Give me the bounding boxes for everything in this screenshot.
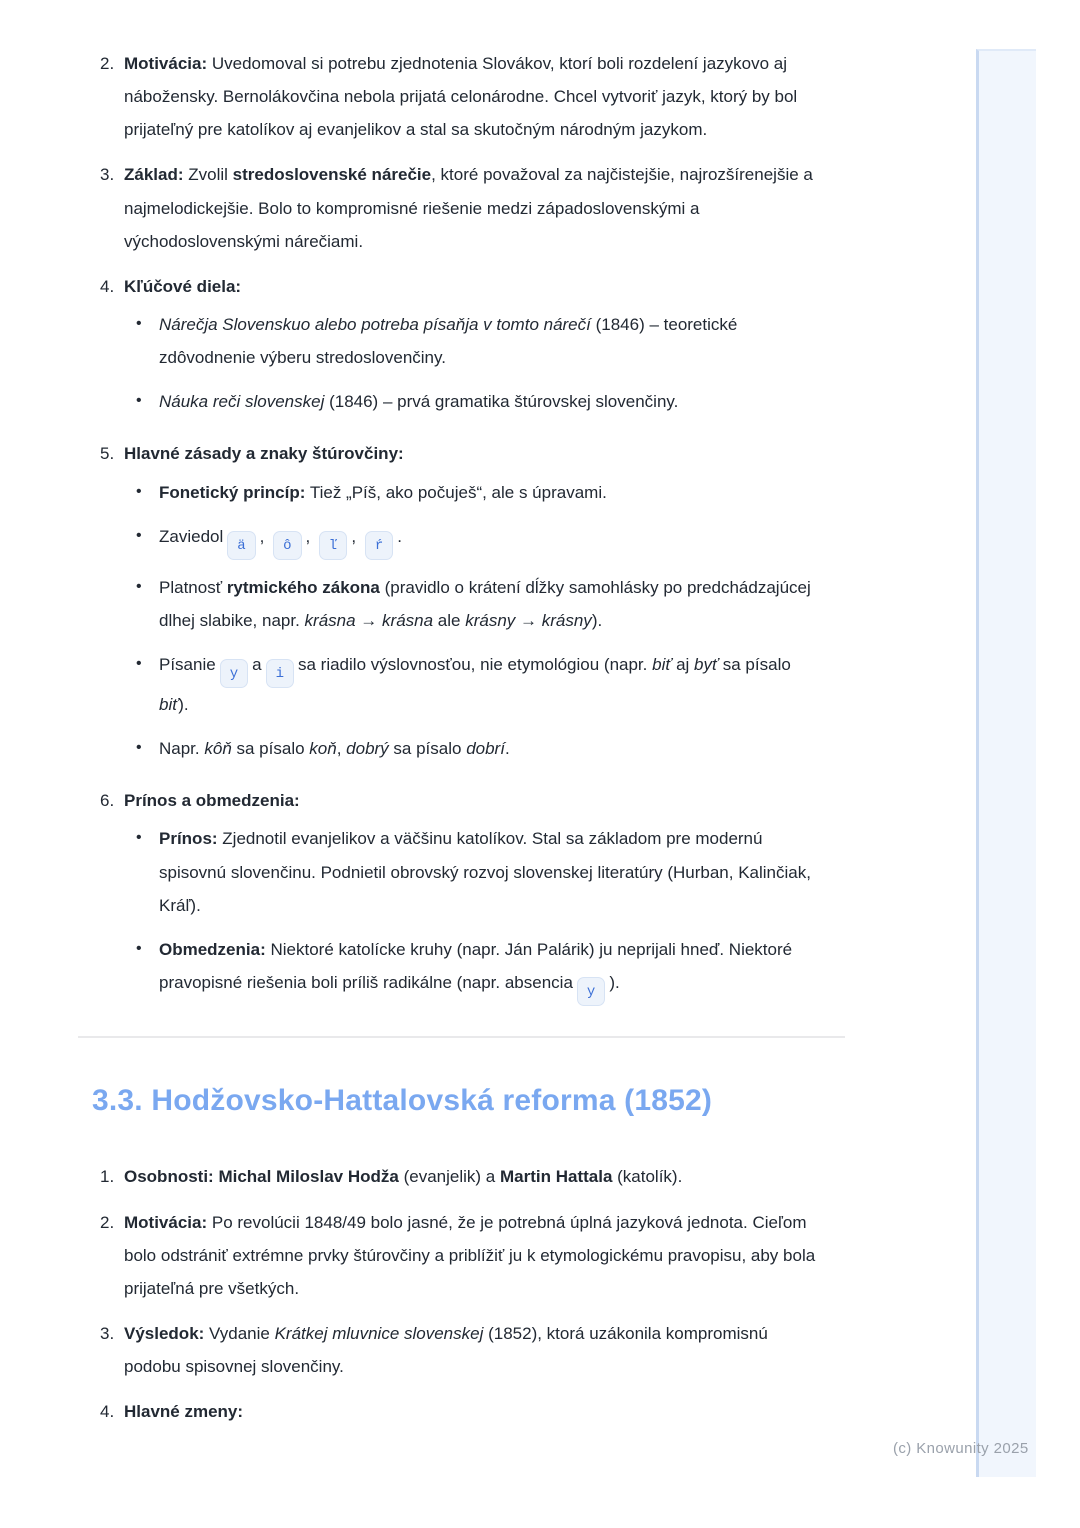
text-segment: (pravidlo o krátení dĺžky samohlásky po predchádzajúcej dlhej slabike, napr. bbox=[159, 577, 811, 630]
list-item-number: 5. bbox=[100, 444, 115, 464]
list-item-text bbox=[124, 784, 816, 817]
list-item-body bbox=[124, 437, 816, 765]
list-item bbox=[100, 1395, 816, 1428]
inline-code-badge: ô bbox=[273, 531, 301, 560]
bullet-list bbox=[124, 822, 816, 1006]
text-segment: stredoslovenské nárečie bbox=[232, 165, 432, 185]
list-item bbox=[100, 158, 816, 257]
bullet-text bbox=[159, 520, 816, 560]
list-item bbox=[100, 784, 816, 1006]
text-segment: ). bbox=[178, 694, 189, 714]
bullet-item bbox=[124, 648, 816, 721]
text-segment: koň bbox=[309, 739, 337, 759]
bullet-text bbox=[159, 732, 816, 765]
text-segment: Krátkej mluvnice slovenskej bbox=[274, 1324, 484, 1344]
text-segment: Prínos: bbox=[159, 829, 218, 849]
text-segment: krásny bbox=[465, 610, 516, 630]
bullet-list bbox=[124, 476, 816, 766]
text-segment: , bbox=[351, 526, 361, 546]
bullet-item bbox=[124, 933, 816, 1006]
text-segment: krásna bbox=[304, 610, 356, 630]
bullet-item bbox=[124, 520, 816, 560]
text-segment: Zaviedol bbox=[159, 526, 224, 546]
list-item-number: 6. bbox=[100, 791, 115, 811]
list-item-text bbox=[124, 1160, 816, 1193]
text-segment: Hlavné zmeny: bbox=[124, 1402, 244, 1422]
text-segment: ale bbox=[433, 610, 466, 630]
watermark: (c) Knowunity 2025 bbox=[893, 1440, 1029, 1457]
text-segment: rytmického zákona bbox=[226, 577, 380, 597]
list-item-number: 2. bbox=[100, 1212, 115, 1232]
text-segment: a bbox=[252, 654, 262, 674]
list-item-text bbox=[124, 1206, 816, 1305]
list-item-number: 4. bbox=[100, 276, 115, 296]
text-segment: Prínos a obmedzenia: bbox=[124, 791, 300, 811]
text-segment: , bbox=[259, 526, 270, 546]
numbered-list bbox=[92, 47, 816, 1006]
list-item-number: 3. bbox=[100, 165, 115, 185]
list-item-body bbox=[124, 158, 816, 257]
text-segment: biť bbox=[159, 694, 179, 714]
text-segment: . bbox=[504, 739, 510, 759]
section-divider bbox=[78, 1036, 845, 1038]
text-segment: (evanjelik) a bbox=[398, 1167, 500, 1187]
text-segment: Uvedomoval si potrebu zjednotenia Slovákov, ktorí boli rozdelení jazykovo aj nábožensky. Bernolákovčina nebola prijatá celonárodne. Chcel vytvoriť jazyk, ktorý by bol prijateľný pre katolíkov aj evanjelikov a stal sa skutočným národným jazykom. bbox=[124, 54, 798, 140]
text-segment: sa riadilo výslovnosťou, nie etymológiou (napr. bbox=[297, 654, 653, 674]
bullet-marker-icon: • bbox=[136, 392, 142, 410]
list-item-text bbox=[124, 47, 816, 146]
text-segment: Napr. bbox=[159, 739, 205, 759]
text-segment: Niektoré katolícke kruhy (napr. Ján Palárik) ju neprijali hneď. Niektoré pravopisné riešenia boli príliš radikálne (napr. absencia bbox=[159, 939, 793, 992]
inline-code-badge: ŕ bbox=[365, 531, 393, 560]
section-heading: 3.3. Hodžovsko-Hattalovská reforma (1852) bbox=[92, 1083, 713, 1117]
text-segment: , bbox=[336, 739, 347, 759]
bullet-marker-icon: • bbox=[136, 939, 142, 957]
inline-code-badge: i bbox=[266, 659, 294, 688]
bullet-text bbox=[159, 385, 816, 418]
list-item-body bbox=[124, 1317, 816, 1383]
list-item bbox=[100, 1317, 816, 1383]
text-segment: Osobnosti: Michal Miloslav Hodža bbox=[124, 1167, 399, 1187]
text-segment: Hlavné zásady a znaky štúrovčiny: bbox=[124, 444, 404, 464]
list-item bbox=[100, 1206, 816, 1305]
list-item-number: 4. bbox=[100, 1402, 115, 1422]
list-item-number: 2. bbox=[100, 54, 115, 73]
bullet-text bbox=[159, 476, 816, 509]
text-segment: (katolík). bbox=[612, 1167, 683, 1187]
text-segment: Tiež „Píš, ako počuješ“, ale s úpravami. bbox=[305, 482, 607, 502]
text-segment: byť bbox=[694, 654, 719, 674]
bullet-text bbox=[159, 308, 816, 374]
text-segment: Vydanie bbox=[204, 1324, 275, 1344]
list-item bbox=[100, 437, 816, 765]
text-segment: , ktoré považoval za najčistejšie, najrozšírenejšie a najmelodickejšie. Bolo to kompromisné riešenie medzi západoslovenskými a východoslovenskými nárečiami. bbox=[124, 165, 813, 251]
list-item bbox=[100, 270, 816, 419]
text-segment: kôň bbox=[204, 739, 232, 759]
list-item-body bbox=[124, 1160, 816, 1193]
document-content bbox=[92, 47, 816, 1440]
text-segment: Motivácia: bbox=[124, 1212, 208, 1232]
bullet-marker-icon: • bbox=[136, 314, 142, 332]
text-segment: Obmedzenia: bbox=[159, 939, 266, 959]
bullet-list bbox=[124, 308, 816, 418]
list-item bbox=[100, 47, 816, 146]
list-item-body bbox=[124, 270, 816, 419]
text-segment: krásny bbox=[541, 610, 592, 630]
bullet-item bbox=[124, 822, 816, 921]
text-segment: krásna bbox=[382, 610, 434, 630]
text-segment: Martin Hattala bbox=[499, 1167, 613, 1187]
inline-code-badge: ľ bbox=[319, 531, 347, 560]
text-segment: ). bbox=[591, 610, 603, 630]
bullet-text bbox=[159, 822, 816, 921]
bullet-text bbox=[159, 571, 816, 637]
bullet-item bbox=[124, 571, 816, 637]
next-page-edge bbox=[976, 49, 1036, 1477]
text-segment: Motivácia: bbox=[124, 54, 208, 73]
text-segment: Kľúčové diela: bbox=[124, 276, 242, 296]
inline-code-badge: y bbox=[577, 977, 605, 1006]
text-segment: sa písalo bbox=[231, 739, 310, 759]
text-segment: (1846) – prvá gramatika štúrovskej slovenčiny. bbox=[324, 392, 679, 412]
bullet-marker-icon: • bbox=[136, 526, 142, 544]
text-segment: ). bbox=[609, 972, 620, 992]
text-segment: sa písalo bbox=[388, 739, 467, 759]
text-segment: , bbox=[305, 526, 315, 546]
text-segment: aj bbox=[671, 654, 695, 674]
text-segment: Zvolil bbox=[183, 165, 233, 185]
list-item bbox=[100, 1160, 816, 1193]
text-segment: Fonetický princíp: bbox=[159, 482, 306, 502]
text-segment: biť bbox=[652, 654, 672, 674]
bullet-item bbox=[124, 476, 816, 509]
list-item-number: 1. bbox=[100, 1167, 115, 1187]
list-item-text bbox=[124, 158, 816, 257]
text-segment: Základ: bbox=[124, 165, 184, 185]
text-segment: dobrí bbox=[466, 739, 505, 759]
list-item-number: 3. bbox=[100, 1324, 115, 1344]
text-segment: Zjednotil evanjelikov a väčšinu katolíkov. Stal sa základom pre modernú spisovnú slovenčinu. Podnietil obrovský rozvoj slovenskej literatúry (Hurban, Kalinčiak, Kráľ). bbox=[159, 829, 811, 915]
text-segment: Výsledok: bbox=[124, 1324, 205, 1344]
inline-code-badge: y bbox=[220, 659, 248, 688]
bullet-marker-icon: • bbox=[136, 829, 142, 847]
list-item-body bbox=[124, 47, 816, 146]
text-segment: (1852), ktorá uzákonila kompromisnú podobu spisovnej slovenčiny. bbox=[124, 1324, 768, 1377]
bullet-marker-icon: • bbox=[136, 739, 142, 757]
list-item-text bbox=[124, 1395, 816, 1428]
text-segment: dobrý bbox=[346, 739, 389, 759]
bullet-marker-icon: • bbox=[136, 577, 142, 595]
text-segment: Písanie bbox=[159, 654, 216, 674]
bullet-text bbox=[159, 648, 816, 721]
bullet-item bbox=[124, 732, 816, 765]
text-segment: Po revolúcii 1848/49 bolo jasné, že je potrebná úplná jazyková jednota. Cieľom bolo odstrániť extrémne prvky štúrovčiny a priblížiť ju k etymologickému pravopisu, aby bola prijateľná pre všetkých. bbox=[124, 1212, 816, 1298]
list-item-body bbox=[124, 1395, 816, 1428]
list-item-text bbox=[124, 1317, 816, 1383]
bullet-marker-icon: • bbox=[136, 654, 142, 672]
text-segment: Náuka reči slovenskej bbox=[159, 392, 325, 412]
text-segment: . bbox=[397, 526, 402, 546]
numbered-list bbox=[92, 1160, 816, 1428]
inline-code-badge: ä bbox=[227, 531, 255, 560]
list-item-text bbox=[124, 270, 816, 303]
list-item-body bbox=[124, 784, 816, 1006]
bullet-item bbox=[124, 308, 816, 374]
text-segment: (1846) – teoretické zdôvodnenie výberu stredoslovenčiny. bbox=[159, 314, 738, 368]
bullet-marker-icon: • bbox=[136, 482, 142, 500]
list-item-text bbox=[124, 437, 816, 470]
bullet-text bbox=[159, 933, 816, 1006]
text-segment: sa písalo bbox=[718, 654, 791, 674]
text-segment: → bbox=[355, 610, 383, 630]
text-segment: Nárečja Slovenskuo alebo potreba písaňja v tomto nárečí bbox=[159, 314, 591, 334]
bullet-item bbox=[124, 385, 816, 418]
text-segment: Platnosť bbox=[159, 577, 227, 597]
list-item-body bbox=[124, 1206, 816, 1305]
text-segment: → bbox=[515, 610, 542, 630]
